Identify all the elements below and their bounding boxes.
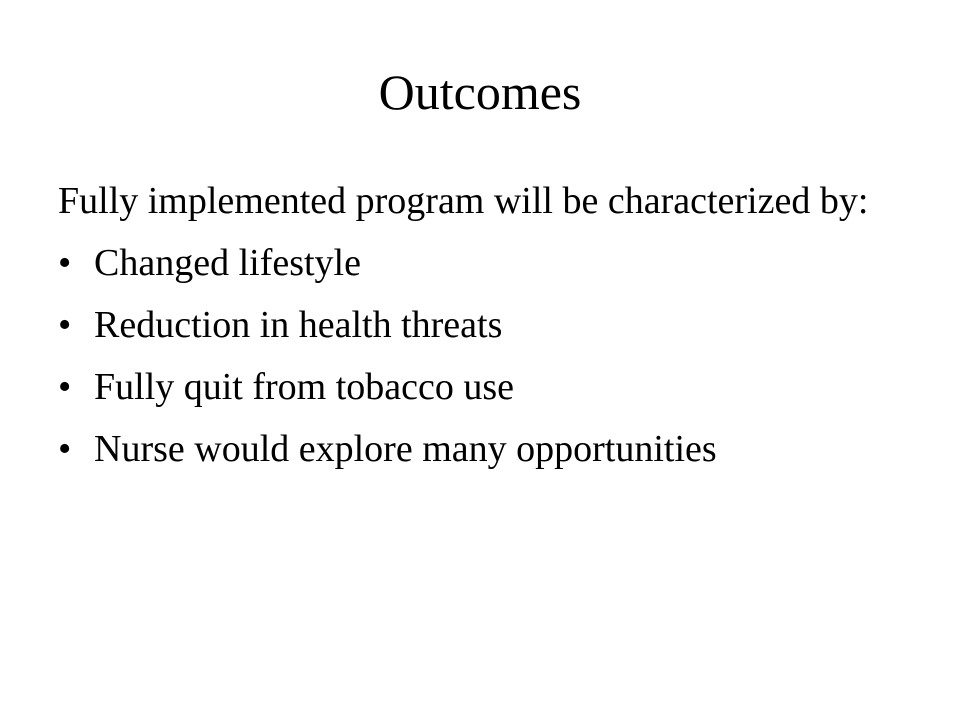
bullet-item xyxy=(58,362,918,412)
bullet-dot-icon: • xyxy=(58,366,72,408)
bullet-item xyxy=(58,424,918,474)
bullet-dot-icon: • xyxy=(58,304,72,346)
bullet-list xyxy=(58,238,918,474)
bullet-dot-icon: • xyxy=(58,242,72,284)
bullet-text: Nurse would explore many opportunities xyxy=(94,428,717,470)
bullet-text: Reduction in health threats xyxy=(94,304,503,346)
bullet-item xyxy=(58,238,918,288)
bullet-item xyxy=(58,300,918,350)
slide-title: Outcomes xyxy=(378,64,582,120)
intro-text: Fully implemented program will be characterized by: xyxy=(58,180,869,222)
bullet-text: Fully quit from tobacco use xyxy=(94,366,515,408)
slide-body xyxy=(58,176,918,486)
bullet-dot-icon: • xyxy=(58,428,72,470)
bullet-text: Changed lifestyle xyxy=(94,242,361,284)
